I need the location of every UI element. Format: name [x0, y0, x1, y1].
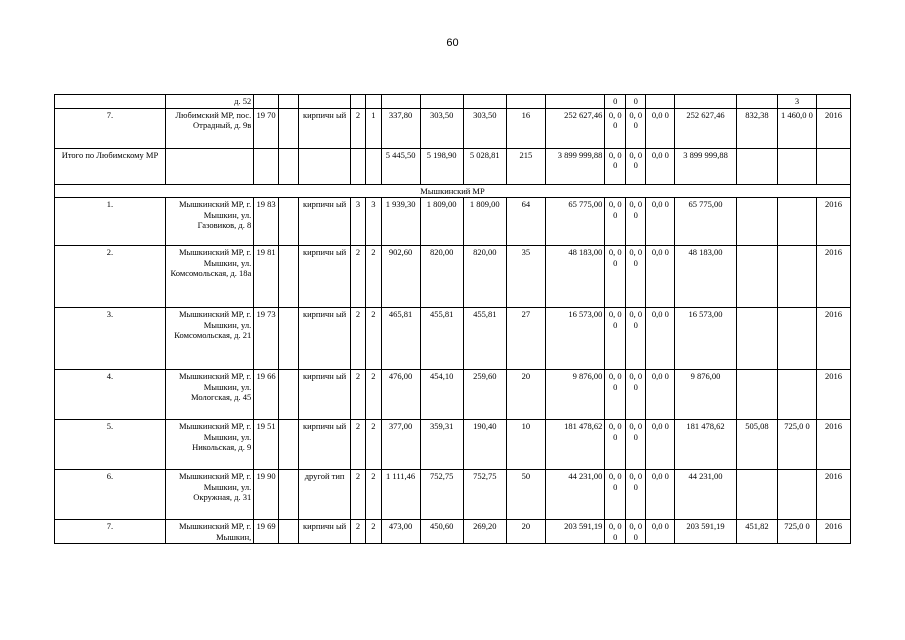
- cell-limit-cost: [777, 470, 816, 520]
- cell-fund-3: 0,0 0: [646, 308, 675, 370]
- cell-fund-1: 0, 0 0: [605, 198, 626, 246]
- cell-year-planned: 2016: [816, 308, 850, 370]
- cell-material: кирпичн ый: [299, 246, 350, 308]
- cell-limit-cost: [777, 246, 816, 308]
- cell-fund-2: 0: [625, 95, 646, 109]
- cell-residents: 35: [506, 246, 545, 308]
- cell-num: 4.: [55, 370, 166, 420]
- cell-year-planned: 2016: [816, 108, 850, 148]
- cell-material: кирпичн ый: [299, 370, 350, 420]
- cell-address: Мышкинский МР, г. Мышкин,: [165, 520, 253, 544]
- cell-living-area: 359,31: [420, 420, 463, 470]
- cell-fund-1: 0, 0 0: [605, 370, 626, 420]
- cell-wall-blank: [278, 148, 299, 184]
- cell-fund-3: 0,0 0: [646, 198, 675, 246]
- cell-total-area: 1 939,30: [381, 198, 420, 246]
- cell-living-area: 455,81: [420, 308, 463, 370]
- cell-num: 5.: [55, 420, 166, 470]
- cell-cost-owners: 181 478,62: [675, 420, 737, 470]
- cell-cost-per-sqm: [736, 470, 777, 520]
- cell-entrances: [366, 95, 381, 109]
- cell-address: Мышкинский МР, г. Мышкин, ул. Окружная, д. 31: [165, 470, 253, 520]
- cell-material: кирпичн ый: [299, 108, 350, 148]
- cell-private-area: [463, 95, 506, 109]
- cell-floors: 2: [350, 520, 365, 544]
- cell-wall-blank: [278, 95, 299, 109]
- cell-fund-3: 0,0 0: [646, 520, 675, 544]
- cell-fund-1: 0, 0 0: [605, 420, 626, 470]
- cell-floors: 3: [350, 198, 365, 246]
- cell-private-area: 752,75: [463, 470, 506, 520]
- cell-limit-cost: [777, 370, 816, 420]
- cell-total-area: 902,60: [381, 246, 420, 308]
- cell-living-area: 303,50: [420, 108, 463, 148]
- cell-private-area: 455,81: [463, 308, 506, 370]
- cell-address: [165, 148, 253, 184]
- cell-entrances: 2: [366, 308, 381, 370]
- cell-cost-per-sqm: 505,08: [736, 420, 777, 470]
- cell-num: Итого по Любимскому МР: [55, 148, 166, 184]
- cell-cost-total: 252 627,46: [545, 108, 605, 148]
- cell-entrances: 2: [366, 246, 381, 308]
- cell-cost-per-sqm: 451,82: [736, 520, 777, 544]
- cell-residents: 64: [506, 198, 545, 246]
- cell-fund-3: 0,0 0: [646, 148, 675, 184]
- cell-cost-owners: 44 231,00: [675, 470, 737, 520]
- cell-cost-total: [545, 95, 605, 109]
- cell-fund-1: 0: [605, 95, 626, 109]
- cell-wall-blank: [278, 470, 299, 520]
- table-row: [55, 420, 851, 470]
- cell-year: 19 81: [254, 246, 279, 308]
- cell-cost-total: 181 478,62: [545, 420, 605, 470]
- cell-residents: 10: [506, 420, 545, 470]
- table-row: [55, 148, 851, 184]
- cell-limit-cost: [777, 198, 816, 246]
- cell-living-area: 820,00: [420, 246, 463, 308]
- cell-floors: 2: [350, 308, 365, 370]
- cell-year-planned: 2016: [816, 246, 850, 308]
- cell-living-area: 752,75: [420, 470, 463, 520]
- cell-floors: 2: [350, 108, 365, 148]
- table-row: [55, 108, 851, 148]
- cell-wall-blank: [278, 520, 299, 544]
- cell-fund-2: 0, 0 0: [625, 308, 646, 370]
- cell-living-area: 450,60: [420, 520, 463, 544]
- cell-num: [55, 95, 166, 109]
- cell-num: 7.: [55, 520, 166, 544]
- cell-floors: [350, 95, 365, 109]
- cell-limit-cost: [777, 148, 816, 184]
- cell-cost-total: 48 183,00: [545, 246, 605, 308]
- cell-material: кирпичн ый: [299, 198, 350, 246]
- cell-entrances: [366, 148, 381, 184]
- cell-fund-1: 0, 0 0: [605, 108, 626, 148]
- table-row: [55, 370, 851, 420]
- cell-cost-per-sqm: [736, 246, 777, 308]
- cell-num: 6.: [55, 470, 166, 520]
- page-number: 60: [446, 37, 459, 49]
- cell-living-area: 5 198,90: [420, 148, 463, 184]
- cell-year: [254, 95, 279, 109]
- cell-cost-owners: 9 876,00: [675, 370, 737, 420]
- cell-cost-per-sqm: 832,38: [736, 108, 777, 148]
- cell-fund-3: 0,0 0: [646, 420, 675, 470]
- cell-cost-total: 44 231,00: [545, 470, 605, 520]
- cell-fund-2: 0, 0 0: [625, 108, 646, 148]
- cell-floors: [350, 148, 365, 184]
- cell-wall-blank: [278, 420, 299, 470]
- cell-entrances: 2: [366, 420, 381, 470]
- cell-fund-1: 0, 0 0: [605, 246, 626, 308]
- cell-total-area: [381, 95, 420, 109]
- cell-living-area: 1 809,00: [420, 198, 463, 246]
- cell-private-area: 259,60: [463, 370, 506, 420]
- cell-fund-2: 0, 0 0: [625, 148, 646, 184]
- cell-fund-3: 0,0 0: [646, 370, 675, 420]
- cell-fund-2: 0, 0 0: [625, 246, 646, 308]
- cell-total-area: 5 445,50: [381, 148, 420, 184]
- table-row: [55, 198, 851, 246]
- cell-fund-2: 0, 0 0: [625, 470, 646, 520]
- cell-private-area: 820,00: [463, 246, 506, 308]
- cell-residents: 50: [506, 470, 545, 520]
- table-row: [55, 308, 851, 370]
- cell-material: кирпичн ый: [299, 420, 350, 470]
- cell-year: 19 70: [254, 108, 279, 148]
- cell-total-area: 473,00: [381, 520, 420, 544]
- cell-cost-owners: 252 627,46: [675, 108, 737, 148]
- cell-residents: 20: [506, 370, 545, 420]
- cell-entrances: 2: [366, 470, 381, 520]
- cell-cost-total: 9 876,00: [545, 370, 605, 420]
- cell-entrances: 2: [366, 370, 381, 420]
- cell-num: 1.: [55, 198, 166, 246]
- cell-total-area: 377,00: [381, 420, 420, 470]
- cell-residents: 27: [506, 308, 545, 370]
- cell-cost-per-sqm: [736, 148, 777, 184]
- cell-fund-2: 0, 0 0: [625, 370, 646, 420]
- cell-material: кирпичн ый: [299, 520, 350, 544]
- cell-material: кирпичн ый: [299, 308, 350, 370]
- cell-residents: 16: [506, 108, 545, 148]
- cell-cost-total: 16 573,00: [545, 308, 605, 370]
- cell-year: [254, 148, 279, 184]
- cell-private-area: 5 028,81: [463, 148, 506, 184]
- cell-num: 3.: [55, 308, 166, 370]
- cell-year: 19 90: [254, 470, 279, 520]
- cell-address: Мышкинский МР, г. Мышкин, ул. Мологская, д. 45: [165, 370, 253, 420]
- cell-total-area: 337,80: [381, 108, 420, 148]
- cell-wall-blank: [278, 198, 299, 246]
- cell-address: Мышкинский МР, г. Мышкин, ул. Комсомольская, д. 18а: [165, 246, 253, 308]
- cell-cost-total: 3 899 999,88: [545, 148, 605, 184]
- cell-floors: 2: [350, 420, 365, 470]
- cell-year-planned: 2016: [816, 370, 850, 420]
- cell-wall-blank: [278, 246, 299, 308]
- cell-fund-2: 0, 0 0: [625, 420, 646, 470]
- section-title: Мышкинский МР: [55, 184, 851, 198]
- cell-private-area: 190,40: [463, 420, 506, 470]
- cell-fund-2: 0, 0 0: [625, 520, 646, 544]
- cell-cost-total: 65 775,00: [545, 198, 605, 246]
- cell-total-area: 465,81: [381, 308, 420, 370]
- cell-cost-owners: 16 573,00: [675, 308, 737, 370]
- cell-total-area: 476,00: [381, 370, 420, 420]
- cell-fund-1: 0, 0 0: [605, 308, 626, 370]
- cell-fund-3: 0,0 0: [646, 470, 675, 520]
- cell-cost-owners: 65 775,00: [675, 198, 737, 246]
- cell-cost-per-sqm: [736, 370, 777, 420]
- cell-residents: 215: [506, 148, 545, 184]
- cell-residents: [506, 95, 545, 109]
- cell-year-planned: [816, 148, 850, 184]
- cell-address: д. 52: [165, 95, 253, 109]
- cell-address: Мышкинский МР, г. Мышкин, ул. Никольская, д. 9: [165, 420, 253, 470]
- cell-year-planned: 2016: [816, 470, 850, 520]
- cell-cost-owners: [675, 95, 737, 109]
- cell-num: 7.: [55, 108, 166, 148]
- cell-address: Мышкинский МР, г. Мышкин, ул. Газовиков, д. 8: [165, 198, 253, 246]
- cell-limit-cost: 725,0 0: [777, 420, 816, 470]
- cell-fund-2: 0, 0 0: [625, 198, 646, 246]
- cell-cost-per-sqm: [736, 198, 777, 246]
- cell-entrances: 1: [366, 108, 381, 148]
- cell-material: [299, 148, 350, 184]
- cell-entrances: 3: [366, 198, 381, 246]
- cell-wall-blank: [278, 370, 299, 420]
- cell-num: 2.: [55, 246, 166, 308]
- cell-cost-per-sqm: [736, 308, 777, 370]
- cell-year: 19 73: [254, 308, 279, 370]
- cell-year-planned: [816, 95, 850, 109]
- cell-year: 19 51: [254, 420, 279, 470]
- table-row: [55, 246, 851, 308]
- table-row-continued: [55, 95, 851, 109]
- cell-fund-1: 0, 0 0: [605, 470, 626, 520]
- cell-living-area: [420, 95, 463, 109]
- cell-year: 19 69: [254, 520, 279, 544]
- cell-material: [299, 95, 350, 109]
- cell-floors: 2: [350, 370, 365, 420]
- cell-address: Любимский МР, пос. Отрадный, д. 9в: [165, 108, 253, 148]
- cell-living-area: 454,10: [420, 370, 463, 420]
- cell-cost-owners: 203 591,19: [675, 520, 737, 544]
- cell-fund-3: 0,0 0: [646, 108, 675, 148]
- cell-floors: 2: [350, 470, 365, 520]
- section-header-row: [55, 184, 851, 198]
- cell-floors: 2: [350, 246, 365, 308]
- cell-limit-cost: 3: [777, 95, 816, 109]
- cell-limit-cost: [777, 308, 816, 370]
- cell-fund-3: 0,0 0: [646, 246, 675, 308]
- cell-private-area: 269,20: [463, 520, 506, 544]
- cell-year-planned: 2016: [816, 420, 850, 470]
- housing-table: [54, 94, 851, 544]
- table-row: [55, 470, 851, 520]
- cell-fund-3: [646, 95, 675, 109]
- cell-year-planned: 2016: [816, 198, 850, 246]
- cell-address: Мышкинский МР, г. Мышкин, ул. Комсомольская, д. 21: [165, 308, 253, 370]
- cell-wall-blank: [278, 308, 299, 370]
- cell-private-area: 303,50: [463, 108, 506, 148]
- cell-cost-owners: 3 899 999,88: [675, 148, 737, 184]
- cell-total-area: 1 111,46: [381, 470, 420, 520]
- cell-fund-1: 0, 0 0: [605, 148, 626, 184]
- cell-limit-cost: 1 460,0 0: [777, 108, 816, 148]
- cell-year: 19 83: [254, 198, 279, 246]
- table-row: [55, 520, 851, 544]
- cell-residents: 20: [506, 520, 545, 544]
- cell-year: 19 66: [254, 370, 279, 420]
- cell-cost-owners: 48 183,00: [675, 246, 737, 308]
- cell-limit-cost: 725,0 0: [777, 520, 816, 544]
- cell-cost-total: 203 591,19: [545, 520, 605, 544]
- cell-fund-1: 0, 0 0: [605, 520, 626, 544]
- cell-private-area: 1 809,00: [463, 198, 506, 246]
- cell-entrances: 2: [366, 520, 381, 544]
- cell-year-planned: 2016: [816, 520, 850, 544]
- cell-material: другой тип: [299, 470, 350, 520]
- cell-wall-blank: [278, 108, 299, 148]
- cell-cost-per-sqm: [736, 95, 777, 109]
